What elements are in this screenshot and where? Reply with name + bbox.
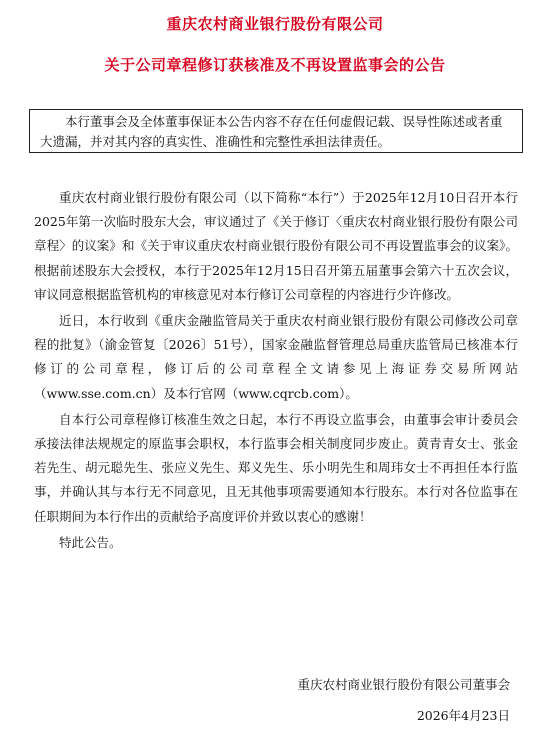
announcement-title: 关于公司章程修订获核准及不再设置监事会的公告 [104,56,446,74]
body-paragraph-1: 重庆农村商业银行股份有限公司（以下简称“本行”）于2025年12月10日召开本行2025年第一次临时股东大会，审议通过了《关于修订〈重庆农村商业银行股份有限公司章程〉的议案》和《关于审议重庆农村商业银行股份有限公司不再设置监事会的议案》。根据前述股东大会授权，本行于2025年12月15日召开第五届董事会第六十五次会议，审议同意根据监管机构的审核意见对本行修订公司章程的内容进行少许修改。 [34,190,518,302]
signature-organization: 重庆农村商业银行股份有限公司董事会 [297,677,510,692]
announcement-body [34,186,518,557]
disclaimer-notice-box [29,109,523,153]
body-paragraph-4: 特此公告。 [59,534,122,550]
disclaimer-text: 本行董事会及全体董事保证本公告内容不存在任何虚假记载、误导性陈述或者重大遗漏，并对其内容的真实性、准确性和完整性承担法律责任。 [40,114,503,149]
body-paragraph-2: 近日，本行收到《重庆金融监管局关于重庆农村商业银行股份有限公司修改公司章程的批复》（渝金管复〔2026〕51号），国家金融监督管理总局重庆监管局已核准本行修订的公司章程，修订后的公司章程全文请参见上海证券交易所网站（www.sse.com.cn）及本行官网（www.cqrcb.com）。 [34,313,518,401]
body-paragraph-3: 自本行公司章程修订核准生效之日起，本行不再设立监事会，由董事会审计委员会承接法律法规规定的原监事会职权，本行监事会相关制度同步废止。黄青青女士、张金若先生、胡元聪先生、张应义先生、郑义先生、乐小明先生和周玮女士不再担任本行监事，并确认其与本行无不同意见，且无其他事项需要通知本行股东。本行对各位监事在任职期间为本行作出的贡献给予高度评价并致以衷心的感谢！ [34,411,518,524]
signature-date: 2026年4月23日 [416,708,510,723]
bank-name-title: 重庆农村商业银行股份有限公司 [166,15,384,33]
